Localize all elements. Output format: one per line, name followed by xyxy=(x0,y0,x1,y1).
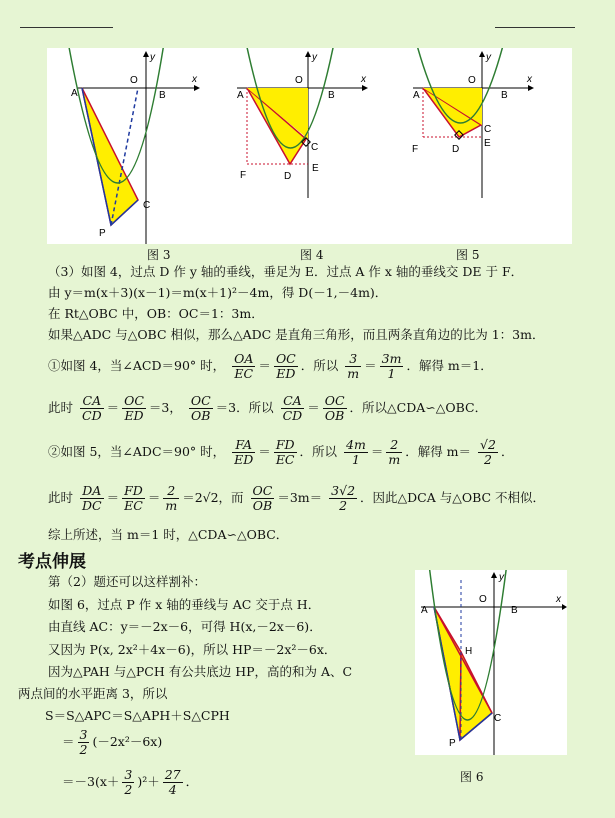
label-y: y xyxy=(499,572,504,583)
case2-line: ②如图 5，当∠ADC＝90° 时， $\frac{FA}{ED}$ ＝ $\frac{FD}{EC}$ ．所以 $\frac{4m}{1}$ ＝ $\frac{2}{m}$ ．解得 m＝ $\frac{√2}{2}$ ． xyxy=(48,437,514,467)
caption-fig4: 图 4 xyxy=(300,248,324,262)
ext-line7: S＝S△APC＝S△APH＋S△CPH xyxy=(45,708,230,723)
ext-line6: 两点间的水平距离 3，所以 xyxy=(18,686,168,701)
label-x: x xyxy=(192,74,197,85)
label-a: A xyxy=(71,88,78,99)
case1-line: ①如图 4，当∠ACD＝90° 时， $\frac{OA}{EC}$ ＝ $\frac{OC}{ED}$ ．所以 $\frac{3}{m}$ ＝ $\frac{3m}{1}$ ．解得 m＝1． xyxy=(48,351,493,381)
caption-fig3: 图 3 xyxy=(147,248,171,262)
label-b: B xyxy=(511,605,518,616)
label-a: A xyxy=(413,90,420,101)
summary-line: 综上所述，当 m＝1 时，△CDA∽△OBC． xyxy=(48,527,289,542)
label-f: F xyxy=(240,170,247,181)
label-b: B xyxy=(328,90,335,101)
label-a: A xyxy=(421,605,428,616)
case2-check-line: 此时 $\frac{DA}{DC}$ ＝ $\frac{FD}{EC}$ ＝ $\frac{2}{m}$ ＝2√2，而 $\frac{OC}{OB}$ ＝3m＝ $\frac{3√2}{2}$ ．因此△DCA 与△OBC 不相似． xyxy=(48,483,546,513)
part3-line4: 如果△ADC 与△OBC 相似，那么△ADC 是直角三角形，而且两条直角边的比为 1：3m． xyxy=(48,327,545,342)
label-x: x xyxy=(361,74,366,85)
figure-4 xyxy=(237,48,368,198)
ext-line8: ＝ $\frac{3}{2}$ (－2x²－6x) xyxy=(62,727,163,757)
figure-6-panel xyxy=(415,570,567,755)
label-p: P xyxy=(449,738,456,749)
caption-fig5: 图 5 xyxy=(456,248,480,262)
figure-5 xyxy=(412,48,534,198)
part3-line1: （3）如图 4，过点 D 作 y 轴的垂线，垂足为 E．过点 A 作 x 轴的垂线交 DE 于 F． xyxy=(48,264,524,279)
top-rule-right xyxy=(495,27,575,28)
label-h: H xyxy=(465,646,473,657)
section-heading: 考点伸展 xyxy=(18,552,86,572)
case1-check-line: 此时 $\frac{CA}{CD}$ ＝ $\frac{OC}{ED}$ ＝3， $\frac{OC}{OB}$ ＝3．所以 $\frac{CA}{CD}$ ＝ $\frac{OC}{OB}$ ．所以△CDA∽△OBC． xyxy=(48,393,488,423)
part3-line2: 由 y＝m(x＋3)(x－1)＝m(x＋1)²－4m，得 D(－1,－4m)． xyxy=(48,285,388,300)
figure-6-diagram xyxy=(415,570,567,755)
ext-line4: 又因为 P(x, 2x²＋4x－6)，所以 HP＝－2x²－6x． xyxy=(48,642,337,657)
label-x: x xyxy=(527,74,532,85)
label-c: C xyxy=(311,142,319,153)
label-o: O xyxy=(295,75,303,86)
label-e: E xyxy=(312,163,319,174)
label-f: F xyxy=(412,144,419,155)
label-b: B xyxy=(501,90,508,101)
label-o: O xyxy=(468,75,476,86)
label-o: O xyxy=(130,75,138,86)
label-d: D xyxy=(452,144,460,155)
top-rule-left xyxy=(20,27,113,28)
label-a: A xyxy=(237,90,244,101)
label-c: C xyxy=(143,200,151,211)
label-c: C xyxy=(484,124,492,135)
figures-panel xyxy=(47,48,572,244)
ext-line9: ＝－3(x＋ $\frac{3}{2}$ )²＋ $\frac{27}{4}$ ． xyxy=(62,767,199,797)
label-d: D xyxy=(284,171,292,182)
figures-3-5-diagram xyxy=(47,48,572,244)
label-o: O xyxy=(479,594,487,605)
label-e: E xyxy=(484,138,491,149)
label-p: P xyxy=(99,228,106,239)
label-x: x xyxy=(556,594,561,605)
label-y: y xyxy=(150,52,155,63)
figure-3 xyxy=(59,48,200,244)
label-y: y xyxy=(312,52,317,63)
caption-fig6: 图 6 xyxy=(460,770,484,784)
ext-line5: 因为△PAH 与△PCH 有公共底边 HP，高的和为 A、C xyxy=(48,664,353,679)
ext-line1: 第（2）题还可以这样割补： xyxy=(48,574,206,589)
part3-line3: 在 Rt△OBC 中，OB：OC＝1：3m． xyxy=(48,306,264,321)
label-b: B xyxy=(159,90,166,101)
ext-line3: 由直线 AC：y＝－2x－6，可得 H(x,－2x－6)． xyxy=(48,619,322,634)
ext-line2: 如图 6，过点 P 作 x 轴的垂线与 AC 交于点 H． xyxy=(48,597,321,612)
label-c: C xyxy=(494,713,502,724)
label-y: y xyxy=(486,52,491,63)
